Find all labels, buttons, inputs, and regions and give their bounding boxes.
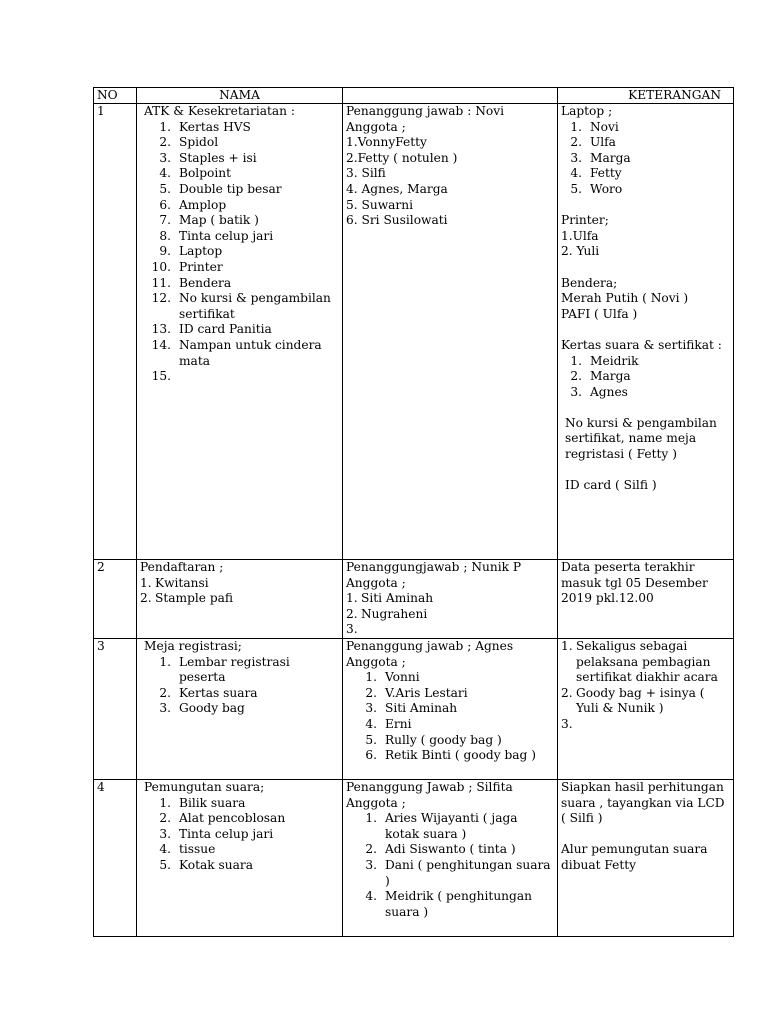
list-item-text: Kertas HVS bbox=[179, 119, 251, 134]
list-item bbox=[561, 182, 730, 198]
committee-table bbox=[93, 87, 734, 937]
list-item bbox=[346, 622, 554, 638]
list-item bbox=[561, 166, 730, 182]
list-item-number: 13. bbox=[151, 322, 171, 337]
list-item-number: 9. bbox=[159, 244, 171, 259]
list-item-number: 11. bbox=[151, 275, 171, 290]
list-item bbox=[346, 842, 554, 858]
list-item bbox=[140, 182, 339, 198]
header-no: NO bbox=[94, 88, 137, 104]
list-item-number: 15. bbox=[151, 369, 171, 384]
list-item-number: 1. bbox=[365, 811, 377, 826]
list-item-number: 4. bbox=[159, 166, 171, 181]
table-row bbox=[94, 638, 734, 779]
list-item-text: Woro bbox=[590, 181, 623, 196]
table-row bbox=[94, 560, 734, 639]
list-item bbox=[140, 322, 339, 338]
nokursi-note: No kursi & pengambilan sertifikat, name meja regristasi ( Fetty ) bbox=[565, 415, 717, 462]
list-item-text: Erni bbox=[385, 716, 412, 731]
list-item bbox=[140, 858, 339, 874]
list-item-number: 1. bbox=[561, 638, 573, 653]
penanggung-cell bbox=[343, 104, 558, 560]
anggota-label: Anggota ; bbox=[346, 654, 406, 669]
keterangan-cell bbox=[558, 638, 734, 779]
anggota-label: Anggota ; bbox=[346, 119, 406, 134]
penanggung-cell bbox=[343, 638, 558, 779]
list-item bbox=[346, 748, 554, 764]
list-item-text: Retik Binti ( goody bag ) bbox=[385, 748, 536, 763]
list-item-number: 3. bbox=[159, 701, 171, 716]
list-item-text: Laptop bbox=[179, 244, 223, 259]
list-item bbox=[140, 229, 339, 245]
list-item-text: tissue bbox=[179, 842, 216, 857]
list-item bbox=[346, 591, 554, 607]
list-item-number: 7. bbox=[159, 213, 171, 228]
list-item-text: Kotak suara bbox=[179, 857, 253, 872]
list-item bbox=[140, 576, 339, 592]
list-item-text: Spidol bbox=[179, 135, 219, 150]
list-item bbox=[561, 151, 730, 167]
list-item-text: Aries Wijayanti ( jaga kotak suara ) bbox=[385, 811, 518, 841]
list-item bbox=[346, 670, 554, 686]
list-item-text: Fetty bbox=[590, 166, 622, 181]
table-row bbox=[94, 779, 734, 936]
list-item-text: Printer bbox=[179, 259, 223, 274]
list-item-number: 6. bbox=[365, 748, 377, 763]
anggota-list bbox=[346, 811, 554, 920]
list-item-text: Map ( batik ) bbox=[179, 213, 259, 228]
list-item bbox=[140, 811, 339, 827]
list-item-text bbox=[179, 369, 339, 385]
list-item bbox=[561, 120, 730, 136]
laptop-list bbox=[561, 120, 730, 198]
keterangan-note: Data peserta terakhir masuk tgl 05 Desember 2019 pkl.12.00 bbox=[561, 560, 708, 606]
list-item-number: 2. bbox=[346, 606, 358, 621]
list-item-text bbox=[576, 717, 730, 733]
list-item-text: Dani ( penghitungan suara ) bbox=[385, 857, 551, 888]
penanggung-jawab: Penanggung jawab ; Agnes bbox=[346, 638, 514, 653]
list-item-text: Vonni bbox=[385, 670, 420, 685]
list-item-number: 3. bbox=[570, 150, 582, 165]
list-item-number: 5. bbox=[159, 857, 171, 872]
list-item bbox=[140, 842, 339, 858]
list-item bbox=[140, 135, 339, 151]
list-item-text bbox=[361, 622, 554, 638]
list-item-number: 4. bbox=[365, 716, 377, 731]
kertas-title: Kertas suara & sertifikat : bbox=[561, 337, 722, 352]
nama-cell bbox=[137, 560, 343, 639]
list-item-number: 6. bbox=[159, 197, 171, 212]
list-item bbox=[140, 827, 339, 843]
anggota-label: Anggota ; bbox=[346, 795, 406, 810]
row-number: 3 bbox=[94, 638, 137, 779]
list-item-number: 1. bbox=[365, 670, 377, 685]
list-item bbox=[346, 686, 554, 702]
list-item bbox=[346, 717, 554, 733]
list-item-number: 4. bbox=[159, 842, 171, 857]
keterangan-cell bbox=[558, 104, 734, 560]
list-item bbox=[561, 686, 730, 717]
list-item-number: 2. bbox=[159, 811, 171, 826]
list-item bbox=[140, 166, 339, 182]
list-item-text: Goody bag + isinya ( Yuli & Nunik ) bbox=[576, 685, 705, 716]
list-item-text: Goody bag bbox=[179, 701, 245, 716]
list-item-number: 3. bbox=[365, 857, 377, 872]
list-item-text: Agnes bbox=[590, 384, 628, 399]
list-item-text: Rully ( goody bag ) bbox=[385, 732, 502, 747]
penanggung-jawab: Penanggungjawab ; Nunik P bbox=[346, 560, 522, 574]
anggota-list bbox=[346, 591, 554, 638]
list-item bbox=[140, 260, 339, 276]
list-item bbox=[346, 811, 554, 842]
list-item bbox=[140, 276, 339, 292]
kertas-list bbox=[561, 354, 730, 401]
list-item-text: Lembar registrasi peserta bbox=[179, 654, 290, 685]
list-item-text: Stample pafi bbox=[155, 591, 234, 606]
list-item-number: 3. bbox=[159, 826, 171, 841]
list-item-number: 2. bbox=[159, 135, 171, 150]
nama-title: Meja registrasi; bbox=[144, 638, 242, 653]
list-item-text: Amplop bbox=[179, 197, 227, 212]
nama-list bbox=[140, 796, 339, 874]
keterangan-list bbox=[561, 639, 730, 733]
laptop-title: Laptop ; bbox=[561, 104, 613, 118]
list-item-number: 2. bbox=[570, 369, 582, 384]
list-item-number: 2. bbox=[140, 591, 152, 606]
nama-list bbox=[140, 120, 339, 385]
list-item-text: Meidrik ( penghitungan suara ) bbox=[385, 889, 532, 919]
list-item bbox=[140, 120, 339, 136]
penanggung-cell bbox=[343, 779, 558, 936]
bendera-line: Merah Putih ( Novi ) bbox=[561, 291, 689, 306]
list-item-text: Double tip besar bbox=[179, 181, 282, 196]
anggota-line: 6. Sri Susilowati bbox=[346, 213, 448, 228]
list-item-number: 2. bbox=[570, 135, 582, 150]
list-item bbox=[346, 701, 554, 717]
list-item-number: 3. bbox=[346, 622, 358, 637]
list-item-text: Bilik suara bbox=[179, 795, 246, 810]
nama-cell bbox=[137, 779, 343, 936]
list-item-number: 2. bbox=[159, 685, 171, 700]
anggota-line: 4. Agnes, Marga bbox=[346, 181, 448, 196]
list-item-text: V.Aris Lestari bbox=[385, 685, 468, 700]
anggota-line: 1.VonnyFetty bbox=[346, 135, 427, 150]
list-item-text: Marga bbox=[590, 369, 631, 384]
table-row bbox=[94, 104, 734, 560]
list-item-number: 8. bbox=[159, 228, 171, 243]
list-item-number: 1. bbox=[570, 119, 582, 134]
nama-cell bbox=[137, 104, 343, 560]
list-item bbox=[140, 686, 339, 702]
anggota-list bbox=[346, 670, 554, 764]
list-item bbox=[140, 338, 339, 369]
list-item bbox=[346, 889, 554, 920]
list-item-text: Alat pencoblosan bbox=[179, 811, 286, 826]
bendera-line: PAFI ( Ulfa ) bbox=[561, 306, 638, 321]
idcard-note: ID card ( Silfi ) bbox=[565, 478, 657, 493]
list-item-text: Bendera bbox=[179, 275, 232, 290]
list-item-number: 3. bbox=[365, 701, 377, 716]
list-item-number: 2. bbox=[365, 842, 377, 857]
list-item bbox=[346, 858, 554, 889]
list-item bbox=[561, 354, 730, 370]
list-item-number: 1. bbox=[159, 795, 171, 810]
nama-title: Pemungutan suara; bbox=[144, 779, 265, 794]
list-item-text: Nugraheni bbox=[361, 606, 428, 621]
list-item-text: Tinta celup jari bbox=[179, 228, 274, 243]
list-item-text: Novi bbox=[590, 119, 619, 134]
nama-cell bbox=[137, 638, 343, 779]
keterangan-note: Alur pemungutan suara dibuat Fetty bbox=[561, 842, 708, 872]
list-item bbox=[346, 733, 554, 749]
nama-title: ATK & Kesekretariatan : bbox=[144, 104, 295, 118]
list-item-number: 10. bbox=[151, 259, 171, 274]
list-item bbox=[140, 151, 339, 167]
list-item-text: Kertas suara bbox=[179, 685, 258, 700]
list-item-number: 3. bbox=[159, 150, 171, 165]
list-item-number: 4. bbox=[570, 166, 582, 181]
header-keterangan: KETERANGAN bbox=[558, 88, 734, 104]
list-item-text: Nampan untuk cindera mata bbox=[179, 337, 322, 368]
list-item-number: 5. bbox=[159, 181, 171, 196]
list-item-text: Meidrik bbox=[590, 353, 639, 368]
list-item-number: 2. bbox=[561, 685, 573, 700]
header-col3 bbox=[343, 88, 558, 104]
anggota-line: 3. Silfi bbox=[346, 166, 386, 181]
list-item-text: Staples + isi bbox=[179, 150, 257, 165]
nama-list bbox=[140, 655, 339, 717]
list-item bbox=[140, 291, 339, 322]
anggota-line: 2.Fetty ( notulen ) bbox=[346, 150, 458, 165]
list-item-text: Ulfa bbox=[590, 135, 616, 150]
list-item bbox=[140, 701, 339, 717]
list-item bbox=[561, 639, 730, 686]
list-item bbox=[140, 244, 339, 260]
keterangan-cell bbox=[558, 560, 734, 639]
printer-title: Printer; bbox=[561, 213, 609, 228]
row-number: 1 bbox=[94, 104, 137, 560]
list-item-text: Siti Aminah bbox=[361, 591, 434, 606]
list-item-text: Adi Siswanto ( tinta ) bbox=[385, 842, 516, 857]
list-item bbox=[140, 213, 339, 229]
penanggung-jawab: Penanggung jawab : Novi bbox=[346, 104, 504, 118]
list-item-number: 14. bbox=[151, 337, 171, 352]
list-item bbox=[346, 607, 554, 623]
list-item-text: No kursi & pengambilan sertifikat bbox=[179, 291, 331, 321]
list-item-text: Kwitansi bbox=[155, 575, 209, 590]
nama-list bbox=[140, 576, 339, 607]
list-item-text: Bolpoint bbox=[179, 166, 231, 181]
list-item bbox=[561, 385, 730, 401]
list-item-number: 1. bbox=[140, 575, 152, 590]
keterangan-note: Siapkan hasil perhitungan suara , tayangkan via LCD ( Silfi ) bbox=[561, 779, 725, 826]
list-item bbox=[561, 717, 730, 733]
list-item-number: 1. bbox=[570, 353, 582, 368]
list-item bbox=[561, 135, 730, 151]
list-item bbox=[140, 198, 339, 214]
nama-title: Pendaftaran ; bbox=[140, 560, 224, 574]
printer-line: 2. Yuli bbox=[561, 244, 600, 259]
list-item-number: 1. bbox=[159, 119, 171, 134]
list-item-number: 2. bbox=[365, 685, 377, 700]
list-item-text: Tinta celup jari bbox=[179, 826, 274, 841]
list-item-number: 1. bbox=[346, 591, 358, 606]
list-item-number: 3. bbox=[561, 716, 573, 731]
row-number: 4 bbox=[94, 779, 137, 936]
list-item-text: Siti Aminah bbox=[385, 701, 458, 716]
keterangan-cell bbox=[558, 779, 734, 936]
list-item bbox=[140, 591, 339, 607]
list-item-number: 5. bbox=[570, 181, 582, 196]
anggota-line: 5. Suwarni bbox=[346, 197, 413, 212]
list-item bbox=[140, 796, 339, 812]
list-item-text: ID card Panitia bbox=[179, 322, 272, 337]
list-item bbox=[140, 655, 339, 686]
anggota-label: Anggota ; bbox=[346, 575, 406, 590]
list-item-number: 4. bbox=[365, 889, 377, 904]
penanggung-jawab: Penanggung Jawab ; Silfita bbox=[346, 779, 513, 794]
printer-line: 1.Ulfa bbox=[561, 228, 599, 243]
list-item-number: 5. bbox=[365, 732, 377, 747]
list-item-text: Marga bbox=[590, 150, 631, 165]
header-row bbox=[94, 88, 734, 104]
list-item-text: Sekaligus sebagai pelaksana pembagian sertifikat diakhir acara bbox=[576, 638, 718, 685]
list-item-number: 1. bbox=[159, 654, 171, 669]
list-item-number: 3. bbox=[570, 384, 582, 399]
list-item bbox=[561, 369, 730, 385]
header-nama: NAMA bbox=[137, 88, 343, 104]
bendera-title: Bendera; bbox=[561, 275, 618, 290]
list-item-number: 12. bbox=[151, 291, 171, 306]
row-number: 2 bbox=[94, 560, 137, 639]
list-item bbox=[140, 369, 339, 385]
penanggung-cell bbox=[343, 560, 558, 639]
